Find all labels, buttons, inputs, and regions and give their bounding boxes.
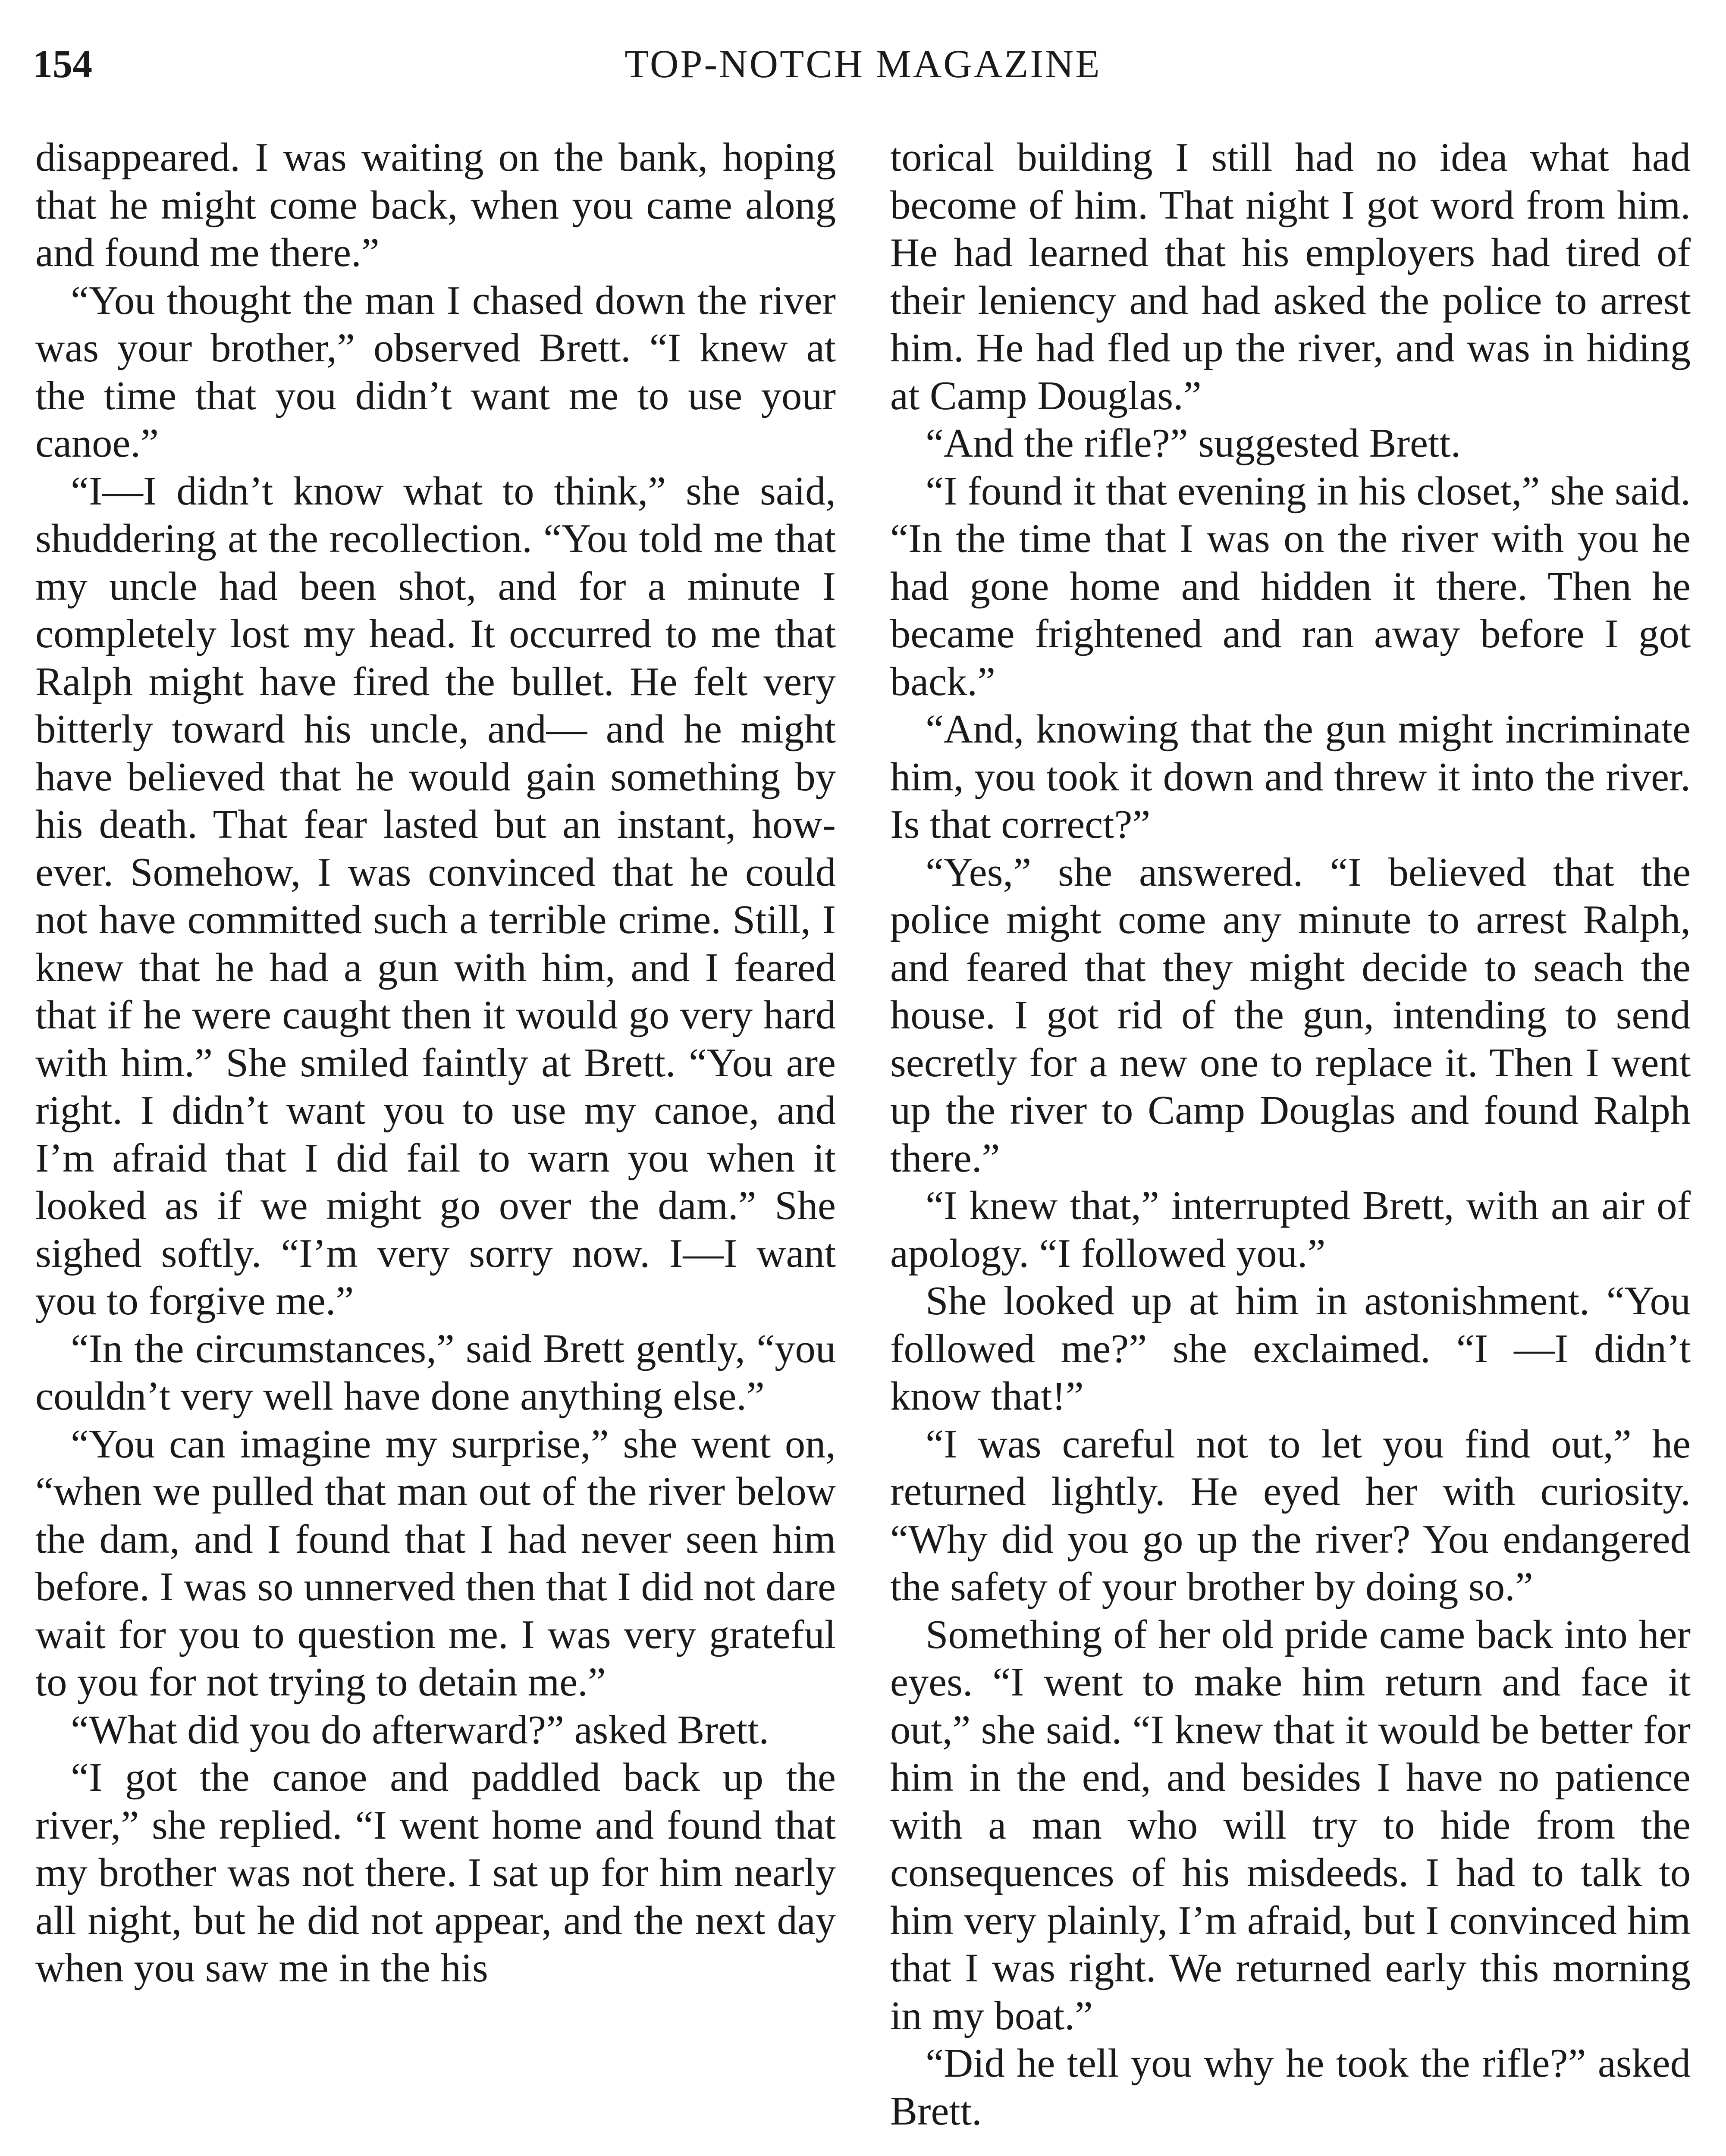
paragraph: “I was careful not to let you find out,” he returned lightly. He eyed her with curiosity. “Why did you go up the river? You endangered the safety of your brother by doing so.” (890, 1421, 1691, 1609)
paragraph: She looked up at him in astonishment. “You followed me?” she exclaimed. “I —I didn’t know that!” (890, 1279, 1691, 1419)
paragraph: “You thought the man I chased down the river was your brother,” observed Brett. “I knew at the time that you didn’t want me to use your canoe.” (35, 278, 836, 466)
paragraph: “I found it that evening in his closet,” she said. “In the time that I was on the river with you he had gone home and hidden it there. Then he became frightened and ran away before I got back.” (890, 468, 1691, 704)
paragraph: torical building I still had no idea what had become of him. That night I got word from him. He had learned that his employers had tired of their leniency and had asked the police to arrest him. He had fled up the river, and was in hiding at Camp Douglas.” (890, 135, 1691, 418)
page-header-title: TOP-NOTCH MAGAZINE (624, 42, 1102, 86)
paragraph: “I knew that,” interrupted Brett, with an air of apology. “I followed you.” (890, 1183, 1691, 1276)
paragraph: “Did he tell you why he took the rifle?” asked Brett. (890, 2041, 1691, 2134)
paragraph: “You can imagine my surprise,” she went on, “when we pulled that man out of the river below the dam, and I found that I had never seen him before. I was so unnerved then that I did not dare wait for you to question me. I was very grateful to you for not trying to detain me.” (35, 1421, 836, 1705)
paragraph: disappeared. I was waiting on the bank, hoping that he might come back, when you came along and found me there.” (35, 135, 836, 275)
paragraph: “Yes,” she answered. “I believed that the police might come any minute to arrest Ralph, and feared that they might decide to seach the house. I got rid of the gun, intending to send secretly for a new one to replace it. Then I went up the river to Camp Douglas and found Ralph there.” (890, 849, 1691, 1181)
left-column (35, 134, 836, 2156)
paragraph: “And the rifle?” suggested Brett. (926, 421, 1461, 466)
paragraph: “I—I didn’t know what to think,” she said, shuddering at the recollection. “You told me that my uncle had been shot, and for a minute I completely lost my head. It occurred to me that Ralph might have fired the bullet. He felt very bitterly toward his uncle, and— and he might have believed that he would gain something by his death. That fear lasted but an instant, however. Somehow, I was convinced that he could not have committed such a terrible crime. Still, I knew that he had a gun with him, and I feared that if he were caught then it would go very hard with him.” She smiled faintly at Brett. “You are right. I didn’t want you to use my canoe, and I’m afraid that I did fail to warn you when it looked as if we might go over the dam.” She sighed softly. “I’m very sorry now. I—I want you to forgive me.” (35, 468, 836, 1323)
paragraph: “And, knowing that the gun might incriminate him, you took it down and threw it into the river. Is that correct?” (890, 707, 1691, 847)
right-column (890, 134, 1691, 2156)
paragraph: “In the circumstances,” said Brett gently, “you couldn’t very well have done anything else.” (35, 1326, 836, 1419)
paragraph: “I got the canoe and paddled back up the river,” she replied. “I went home and found that my brother was not there. I sat up for him nearly all night, but he did not appear, and the next day when you saw me in the his (35, 1755, 836, 1990)
paragraph: “What did you do afterward?” asked Brett. (71, 1707, 769, 1752)
paragraph: Something of her old pride came back into her eyes. “I went to make him return and face it out,” she said. “I knew that it would be better for him in the end, and besides I have no patience with a man who will try to hide from the consequences of his misdeeds. I had to talk to him very plainly, I’m afraid, but I convinced him that I was right. We returned early this morning in my boat.” (890, 1612, 1691, 2038)
page-number: 154 (33, 42, 92, 86)
